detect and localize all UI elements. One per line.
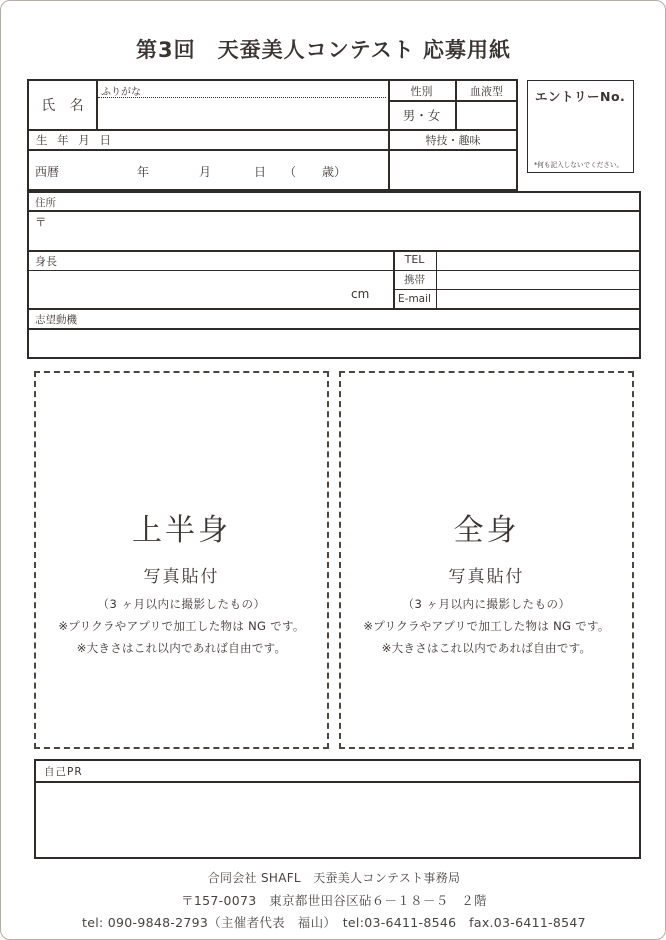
- divider: [436, 250, 437, 308]
- postal-mark: 〒: [35, 215, 47, 229]
- details-table: [27, 191, 641, 359]
- skills-field[interactable]: [389, 150, 517, 190]
- blood-type-field[interactable]: [457, 102, 517, 128]
- footer-address: 〒157-0073 東京都世田谷区砧６－１８－５ ２階: [181, 893, 487, 908]
- height-label: 身長: [35, 255, 57, 268]
- self-pr-field[interactable]: [38, 783, 637, 855]
- tel-label: TEL: [404, 253, 425, 267]
- name-field[interactable]: [98, 100, 386, 128]
- year-label: 年: [137, 165, 150, 179]
- address-label: 住所: [35, 197, 56, 209]
- entry-number-note: *何も記入しないでください。: [534, 161, 624, 169]
- photo-condition-note: （3 ヶ月以内に撮影したもの）: [97, 597, 266, 611]
- entry-number-box: [527, 80, 634, 173]
- motivation-label: 志望動機: [35, 314, 77, 326]
- form-title: 第3回 天蚕美人コンテスト 応募用紙: [135, 38, 512, 62]
- photo-note-1: ※プリクラやアプリで加工した物は NG です。: [58, 619, 305, 633]
- footer-organizer: 合同会社 SHAFL 天蚕美人コンテスト事務局: [207, 871, 461, 885]
- applicant-info-table: [27, 79, 518, 191]
- furigana-field[interactable]: [98, 81, 386, 98]
- photo-box-title: 全身: [453, 513, 520, 548]
- entry-number-field[interactable]: [532, 107, 628, 153]
- footer-contact: tel: 090-9848-2793（主催者代表 福山） tel:03-6411-8546 fax.03-6411-8547: [82, 915, 586, 930]
- gender-select[interactable]: 男・女: [402, 108, 441, 123]
- day-label: 日: [254, 165, 267, 179]
- mobile-label: 携帯: [404, 273, 425, 286]
- skills-label: 特技・趣味: [425, 133, 481, 147]
- email-label: E-mail: [398, 292, 431, 305]
- photo-attach-label: 写真貼付: [448, 567, 525, 587]
- photo-note-2: ※大きさはこれ以内であれば自由です。: [76, 641, 287, 655]
- gender-label: 性別: [410, 84, 433, 98]
- photo-box-title: 上半身: [132, 513, 231, 548]
- month-label: 月: [199, 165, 212, 179]
- entry-number-label: エントリーNo.: [535, 89, 626, 104]
- motivation-field[interactable]: [31, 330, 637, 358]
- self-pr-box: [34, 759, 641, 859]
- furigana-label: ふりがな: [101, 87, 141, 98]
- blood-type-label: 血液型: [470, 84, 503, 98]
- age-label: 歳）: [322, 165, 347, 179]
- photo-note-2: ※大きさはこれ以内であれば自由です。: [381, 641, 592, 655]
- address-field[interactable]: [31, 212, 637, 249]
- photo-box-upper-body[interactable]: [34, 371, 329, 749]
- birthdate-field[interactable]: [29, 149, 388, 192]
- email-field[interactable]: [438, 290, 637, 307]
- height-unit-label: cm: [351, 287, 370, 301]
- age-paren-open: （: [284, 165, 297, 179]
- name-label: 氏 名: [41, 98, 89, 114]
- mobile-field[interactable]: [438, 271, 637, 288]
- tel-field[interactable]: [438, 251, 637, 269]
- photo-note-1: ※プリクラやアプリで加工した物は NG です。: [363, 619, 610, 633]
- height-field[interactable]: [31, 271, 389, 307]
- birthdate-label: 生 年 月 日: [36, 133, 114, 147]
- era-label: 西暦: [35, 165, 60, 179]
- photo-attach-label: 写真貼付: [143, 567, 220, 587]
- photo-condition-note: （3 ヶ月以内に撮影したもの）: [402, 597, 571, 611]
- photo-box-full-body[interactable]: [339, 371, 634, 749]
- divider: [29, 308, 639, 310]
- self-pr-label: 自己PR: [44, 766, 83, 778]
